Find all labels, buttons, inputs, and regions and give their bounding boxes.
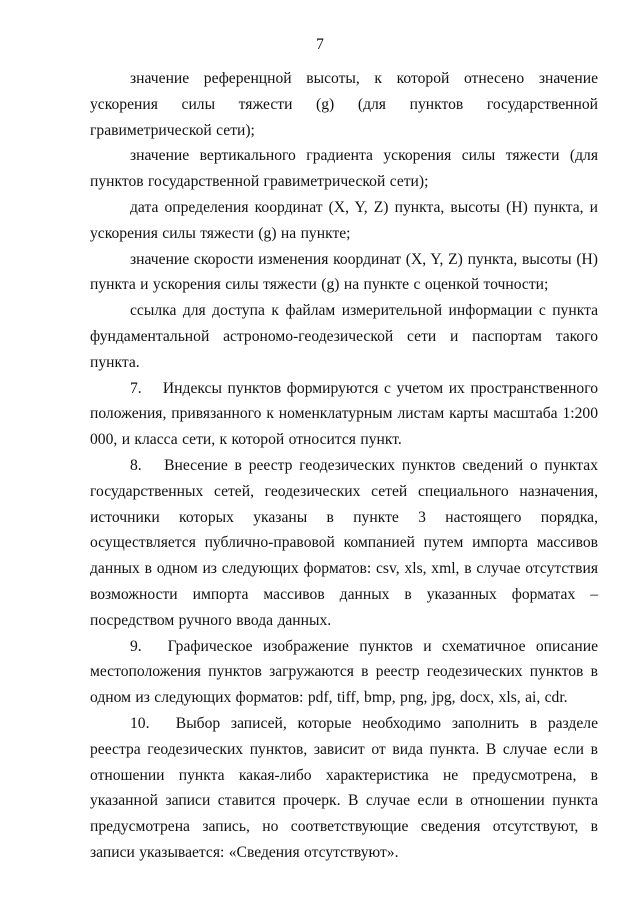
clause-7: 7. Индексы пунктов формируются с учетом их пространственного положения, привязанного к номенклатурным листам карты масштаба 1:200 000, и класса сети, к которой относится пункт. (90, 379, 598, 449)
list-item-measurement-link: ссылка для доступа к файлам измерительной информации с пункта фундаментальной астрономо-геодезической сети и паспортам такого пункта. (90, 302, 598, 371)
clause-10: 10. Выбор записей, которые необходимо заполнить в разделе реестра геодезических пунктов, зависит от вида пункта. В случае если в отношении пункта какая-либо характеристика не предусмотрена, в указанной записи ставится прочерк. В случае если в отношении пункта предусмотрена запись, но соответствующие сведения отсутствуют, в записи указывается: «Сведения отсутствуют». (90, 714, 598, 861)
list-item-velocity: значение скорости изменения координат (X, Y, Z) пункта, высоты (H) пункта и ускорения силы тяжести (g) на пункте с оценкой точности; (90, 250, 598, 294)
clause-8: 8. Внесение в реестр геодезических пунктов сведений о пунктах государственных сетей, геодезических сетей специального назначения, источники которых указаны в пункте 3 настоящего порядка, осуществляется публично-правовой компанией путем импорта массивов данных в одном из следующих форматов: csv, xls, xml, в случае отсутствия возможности импорта массивов данных в указанных форматах – посредством ручного ввода данных. (90, 456, 598, 629)
list-item-vertical-gradient: значение вертикального градиента ускорения силы тяжести (для пунктов государственной гравиметрической сети); (90, 147, 598, 191)
page-number: 7 (316, 36, 324, 53)
list-item-reference-height: значение референцной высоты, к которой отнесено значение ускорения силы тяжести (g) (для пунктов государственной гравиметрической сети); (90, 70, 598, 139)
document-body (90, 66, 598, 866)
clause-9: 9. Графическое изображение пунктов и схематичное описание местоположения пунктов загружаются в реестр геодезических пунктов в одном из следующих форматов: pdf, tiff, bmp, png, jpg, docx, xls, ai, cdr. (90, 637, 598, 707)
list-item-coordinates-date: дата определения координат (X, Y, Z) пункта, высоты (H) пункта, и ускорения силы тяжести (g) на пункте; (90, 198, 598, 242)
